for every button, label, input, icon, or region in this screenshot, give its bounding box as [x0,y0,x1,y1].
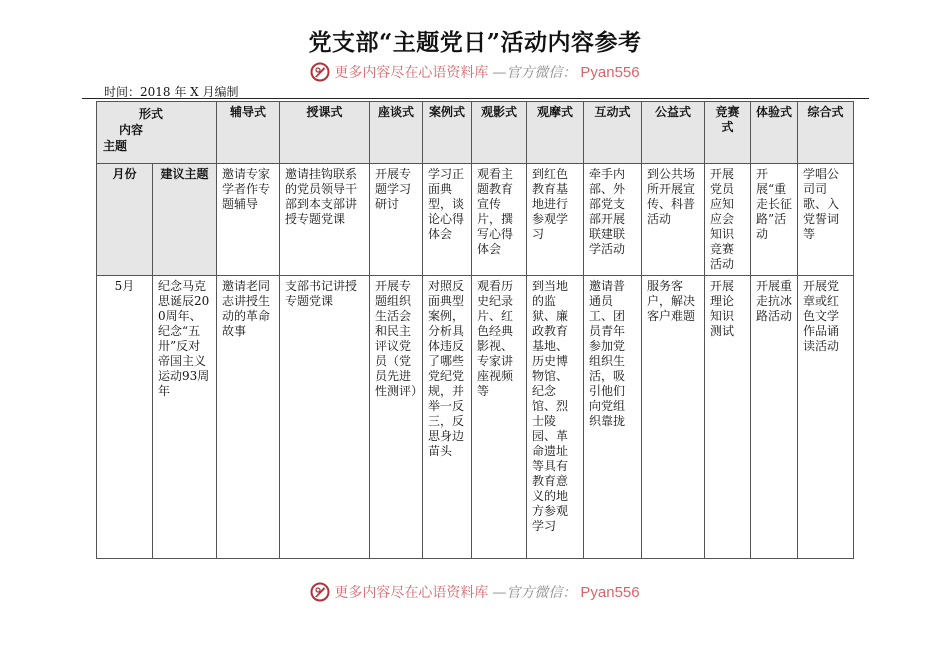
column-header: 观影式 [472,102,527,164]
description-cell: 邀请专家学者作专题辅导 [217,164,280,276]
column-header: 观摩式 [527,102,584,164]
table-header-row [97,102,854,164]
date-line: 时间：2018 年 X 月编制 [104,85,239,99]
activity-table [96,101,854,559]
activity-cell: 邀请普通员工、团员青年参加党组织生活，吸引他们向党组织靠拢 [584,276,642,559]
watermark-label: —官方微信： [492,585,577,601]
month-cell: 5月 [97,276,153,559]
activity-cell: 到当地的监狱、廉政教育基地、历史博物馆、纪念馆、烈士陵园、革命遗址等具有教育意义的地方参观学习 [527,276,584,559]
watermark-bottom [0,582,950,606]
description-cell: 开展党员应知应会知识竞赛活动 [705,164,751,276]
watermark-label: —官方微信： [492,65,577,81]
activity-cell: 开展党章或红色文学作品诵读活动 [798,276,854,559]
activity-cell: 服务客户，解决客户难题 [642,276,705,559]
column-header: 综合式 [798,102,854,164]
column-header: 互动式 [584,102,642,164]
corner-label-form: 形式 [139,107,164,121]
column-header: 授课式 [280,102,370,164]
activity-cell: 开展专题组织生活会和民主评议党员（党员先进性测评） [370,276,423,559]
header-rule [82,98,869,99]
column-header: 座谈式 [370,102,423,164]
quill-pen-logo-icon [310,62,330,82]
activity-cell: 支部书记讲授专题党课 [280,276,370,559]
activity-cell: 对照反面典型案例，分析具体违反了哪些党纪党规，并举一反三，反思身边苗头 [423,276,472,559]
table-row [97,276,854,559]
watermark-wechat-id: Pyan556 [580,63,640,81]
description-cell: 邀请挂钩联系的党员领导干部到本支部讲授专题党课 [280,164,370,276]
corner-label-topic: 主题 [103,139,128,153]
column-header: 体验式 [751,102,798,164]
description-row [97,164,854,276]
column-header: 案例式 [423,102,472,164]
watermark-text: 更多内容尽在心语资料库 [334,585,489,601]
activity-cell: 开展重走抗冰路活动 [751,276,798,559]
column-header: 辅导式 [217,102,280,164]
column-header: 公益式 [642,102,705,164]
corner-label-content: 内容 [119,123,144,137]
description-cell: 观看主题教育宣传片，撰写心得体会 [472,164,527,276]
topic-label-cell: 建议主题 [153,164,217,276]
description-cell: 到红色教育基地进行参观学习 [527,164,584,276]
document-title: 党支部“主题党日”活动内容参考 [308,29,642,56]
description-cell: 开展专题学习研讨 [370,164,423,276]
column-header: 竞赛式 [705,102,751,164]
quill-pen-logo-icon [310,582,330,602]
description-cell: 学唱公司司歌、入党誓词等 [798,164,854,276]
description-cell: 学习正面典型，谈论心得体会 [423,164,472,276]
description-cell: 牵手内部、外部党支部开展联建联学活动 [584,164,642,276]
description-cell: 到公共场所开展宣传、科普活动 [642,164,705,276]
description-cell: 开展“重走长征路”活动 [751,164,798,276]
activity-cell: 观看历史纪录片、红色经典影视、专家讲座视频等 [472,276,527,559]
activity-cell: 开展理论知识测试 [705,276,751,559]
activity-cell: 邀请老同志讲授生动的革命故事 [217,276,280,559]
month-label-cell: 月份 [97,164,153,276]
watermark-text: 更多内容尽在心语资料库 [334,65,489,81]
topic-cell: 纪念马克思诞辰200周年、纪念“五卅”反对帝国主义运动93周年 [153,276,217,559]
corner-header-cell [97,102,217,164]
watermark-wechat-id: Pyan556 [580,583,640,601]
